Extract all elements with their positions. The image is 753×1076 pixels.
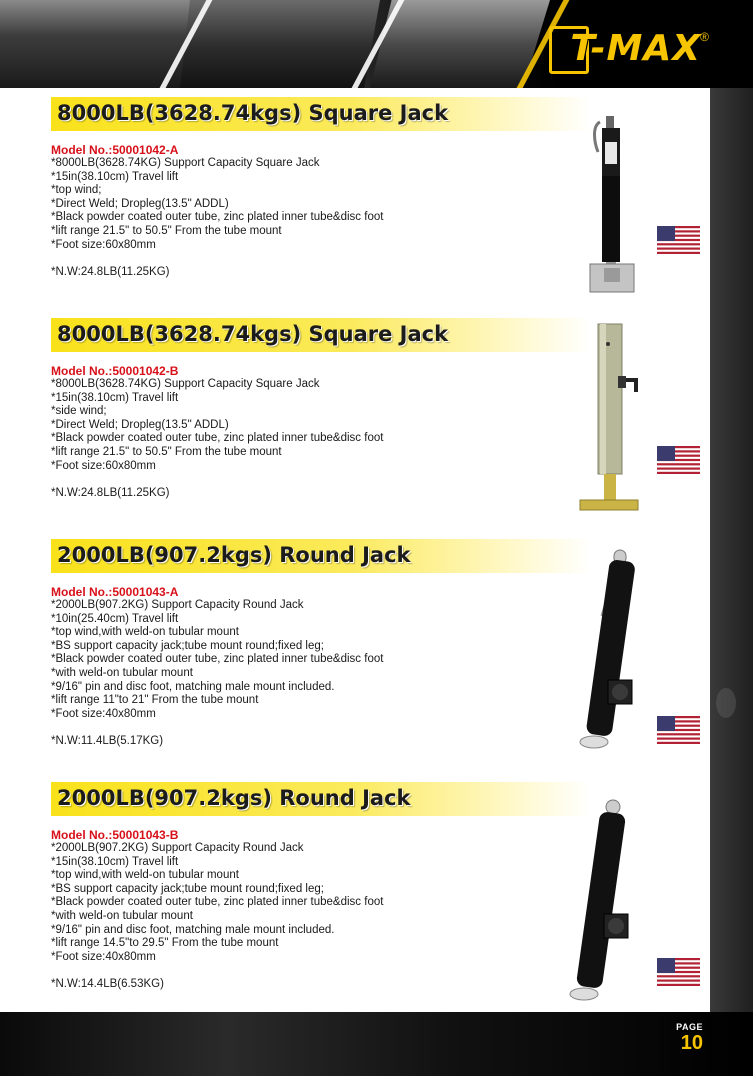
net-weight: *N.W:14.4LB(6.53KG) [51, 978, 164, 991]
us-flag-icon [657, 716, 700, 744]
spec-line: *Direct Weld; Dropleg(13.5" ADDL) [51, 197, 229, 210]
model-number: Model No.:50001043-B [51, 828, 179, 842]
spec-line: *Black powder coated outer tube, zinc plated inner tube&disc foot [51, 653, 384, 666]
spec-line: *2000LB(907.2KG) Support Capacity Round Jack [51, 842, 304, 854]
net-weight: *N.W:11.4LB(5.17KG) [51, 735, 164, 748]
us-flag-icon [657, 446, 700, 474]
page-label: PAGE [676, 1022, 703, 1032]
spec-line: *Foot size:60x80mm [51, 238, 156, 251]
product-title: 2000LB(907.2kgs) Round Jack [57, 543, 411, 567]
spec-line: *9/16" pin and disc foot, matching male mount included. [51, 923, 335, 936]
model-number: Model No.:50001043-A [51, 585, 179, 599]
round-jack-icon [574, 546, 638, 752]
spec-line: *side wind; [51, 405, 107, 418]
page-number: 10 [680, 1032, 703, 1054]
product-title: 8000LB(3628.74kgs) Square Jack [57, 101, 449, 125]
spec-line: *lift range 21.5" to 50.5" From the tube mount [51, 224, 282, 237]
product-section [51, 318, 651, 499]
spec-line: *lift range 21.5" to 50.5" From the tube mount [51, 445, 282, 458]
spec-list [51, 157, 651, 252]
spec-line: *10in(25.40cm) Travel lift [51, 612, 179, 625]
square-jack-black-icon [578, 112, 644, 298]
spec-line: *Direct Weld; Dropleg(13.5" ADDL) [51, 418, 229, 431]
spec-line: *top wind,with weld-on tubular mount [51, 869, 239, 882]
product-title: 2000LB(907.2kgs) Round Jack [57, 786, 411, 810]
square-jack-side-wind-icon [574, 320, 644, 516]
spec-line: *Foot size:60x80mm [51, 459, 156, 472]
spec-line: *Black powder coated outer tube, zinc plated inner tube&disc foot [51, 896, 384, 909]
spec-line: *lift range 11"to 21" From the tube mount [51, 694, 259, 707]
spec-line: *15in(38.10cm) Travel lift [51, 391, 179, 404]
spec-line: *top wind,with weld-on tubular mount [51, 626, 239, 639]
title-bar [51, 97, 591, 131]
spec-line: *9/16" pin and disc foot, matching male mount included. [51, 680, 335, 693]
spec-line: *Foot size:40x80mm [51, 707, 156, 720]
spec-line: *Foot size:40x80mm [51, 950, 156, 963]
spec-line: *15in(38.10cm) Travel lift [51, 170, 179, 183]
us-flag-icon [657, 226, 700, 254]
spec-line: *top wind; [51, 184, 102, 197]
model-number: Model No.:50001042-A [51, 143, 179, 157]
us-flag-icon [657, 958, 700, 986]
spec-list [51, 378, 651, 473]
title-bar [51, 539, 591, 573]
spec-line: *BS support capacity jack;tube mount round;fixed leg; [51, 882, 324, 895]
spec-line: *with weld-on tubular mount [51, 666, 193, 679]
product-section [51, 539, 651, 747]
spec-line: *8000LB(3628.74KG) Support Capacity Square Jack [51, 157, 320, 169]
spec-line: *lift range 14.5"to 29.5" From the tube mount [51, 937, 279, 950]
product-section [51, 782, 651, 990]
spec-line: *15in(38.10cm) Travel lift [51, 855, 179, 868]
spec-line: *with weld-on tubular mount [51, 909, 193, 922]
title-bar [51, 318, 591, 352]
spec-list [51, 842, 651, 964]
right-decorative-band [710, 88, 753, 1012]
spec-line: *8000LB(3628.74KG) Support Capacity Square Jack [51, 378, 320, 390]
jeep-photo [0, 0, 190, 88]
registered-mark: ® [700, 30, 709, 44]
round-jack-icon [568, 796, 638, 1002]
tmax-logo: T-MAX [570, 28, 701, 69]
product-title: 8000LB(3628.74kgs) Square Jack [57, 322, 449, 346]
spec-line: *BS support capacity jack;tube mount round;fixed leg; [51, 639, 324, 652]
spec-line: *Black powder coated outer tube, zinc plated inner tube&disc foot [51, 211, 384, 224]
spec-list [51, 599, 651, 721]
hummer-photo [180, 0, 380, 88]
net-weight: *N.W:24.8LB(11.25KG) [51, 266, 170, 279]
net-weight: *N.W:24.8LB(11.25KG) [51, 487, 170, 500]
spec-line: *Black powder coated outer tube, zinc plated inner tube&disc foot [51, 432, 384, 445]
product-section [51, 97, 651, 278]
header-banner [0, 0, 753, 88]
model-number: Model No.:50001042-B [51, 364, 179, 378]
title-bar [51, 782, 591, 816]
spec-line: *2000LB(907.2KG) Support Capacity Round Jack [51, 599, 304, 611]
footer-band [0, 1012, 753, 1076]
